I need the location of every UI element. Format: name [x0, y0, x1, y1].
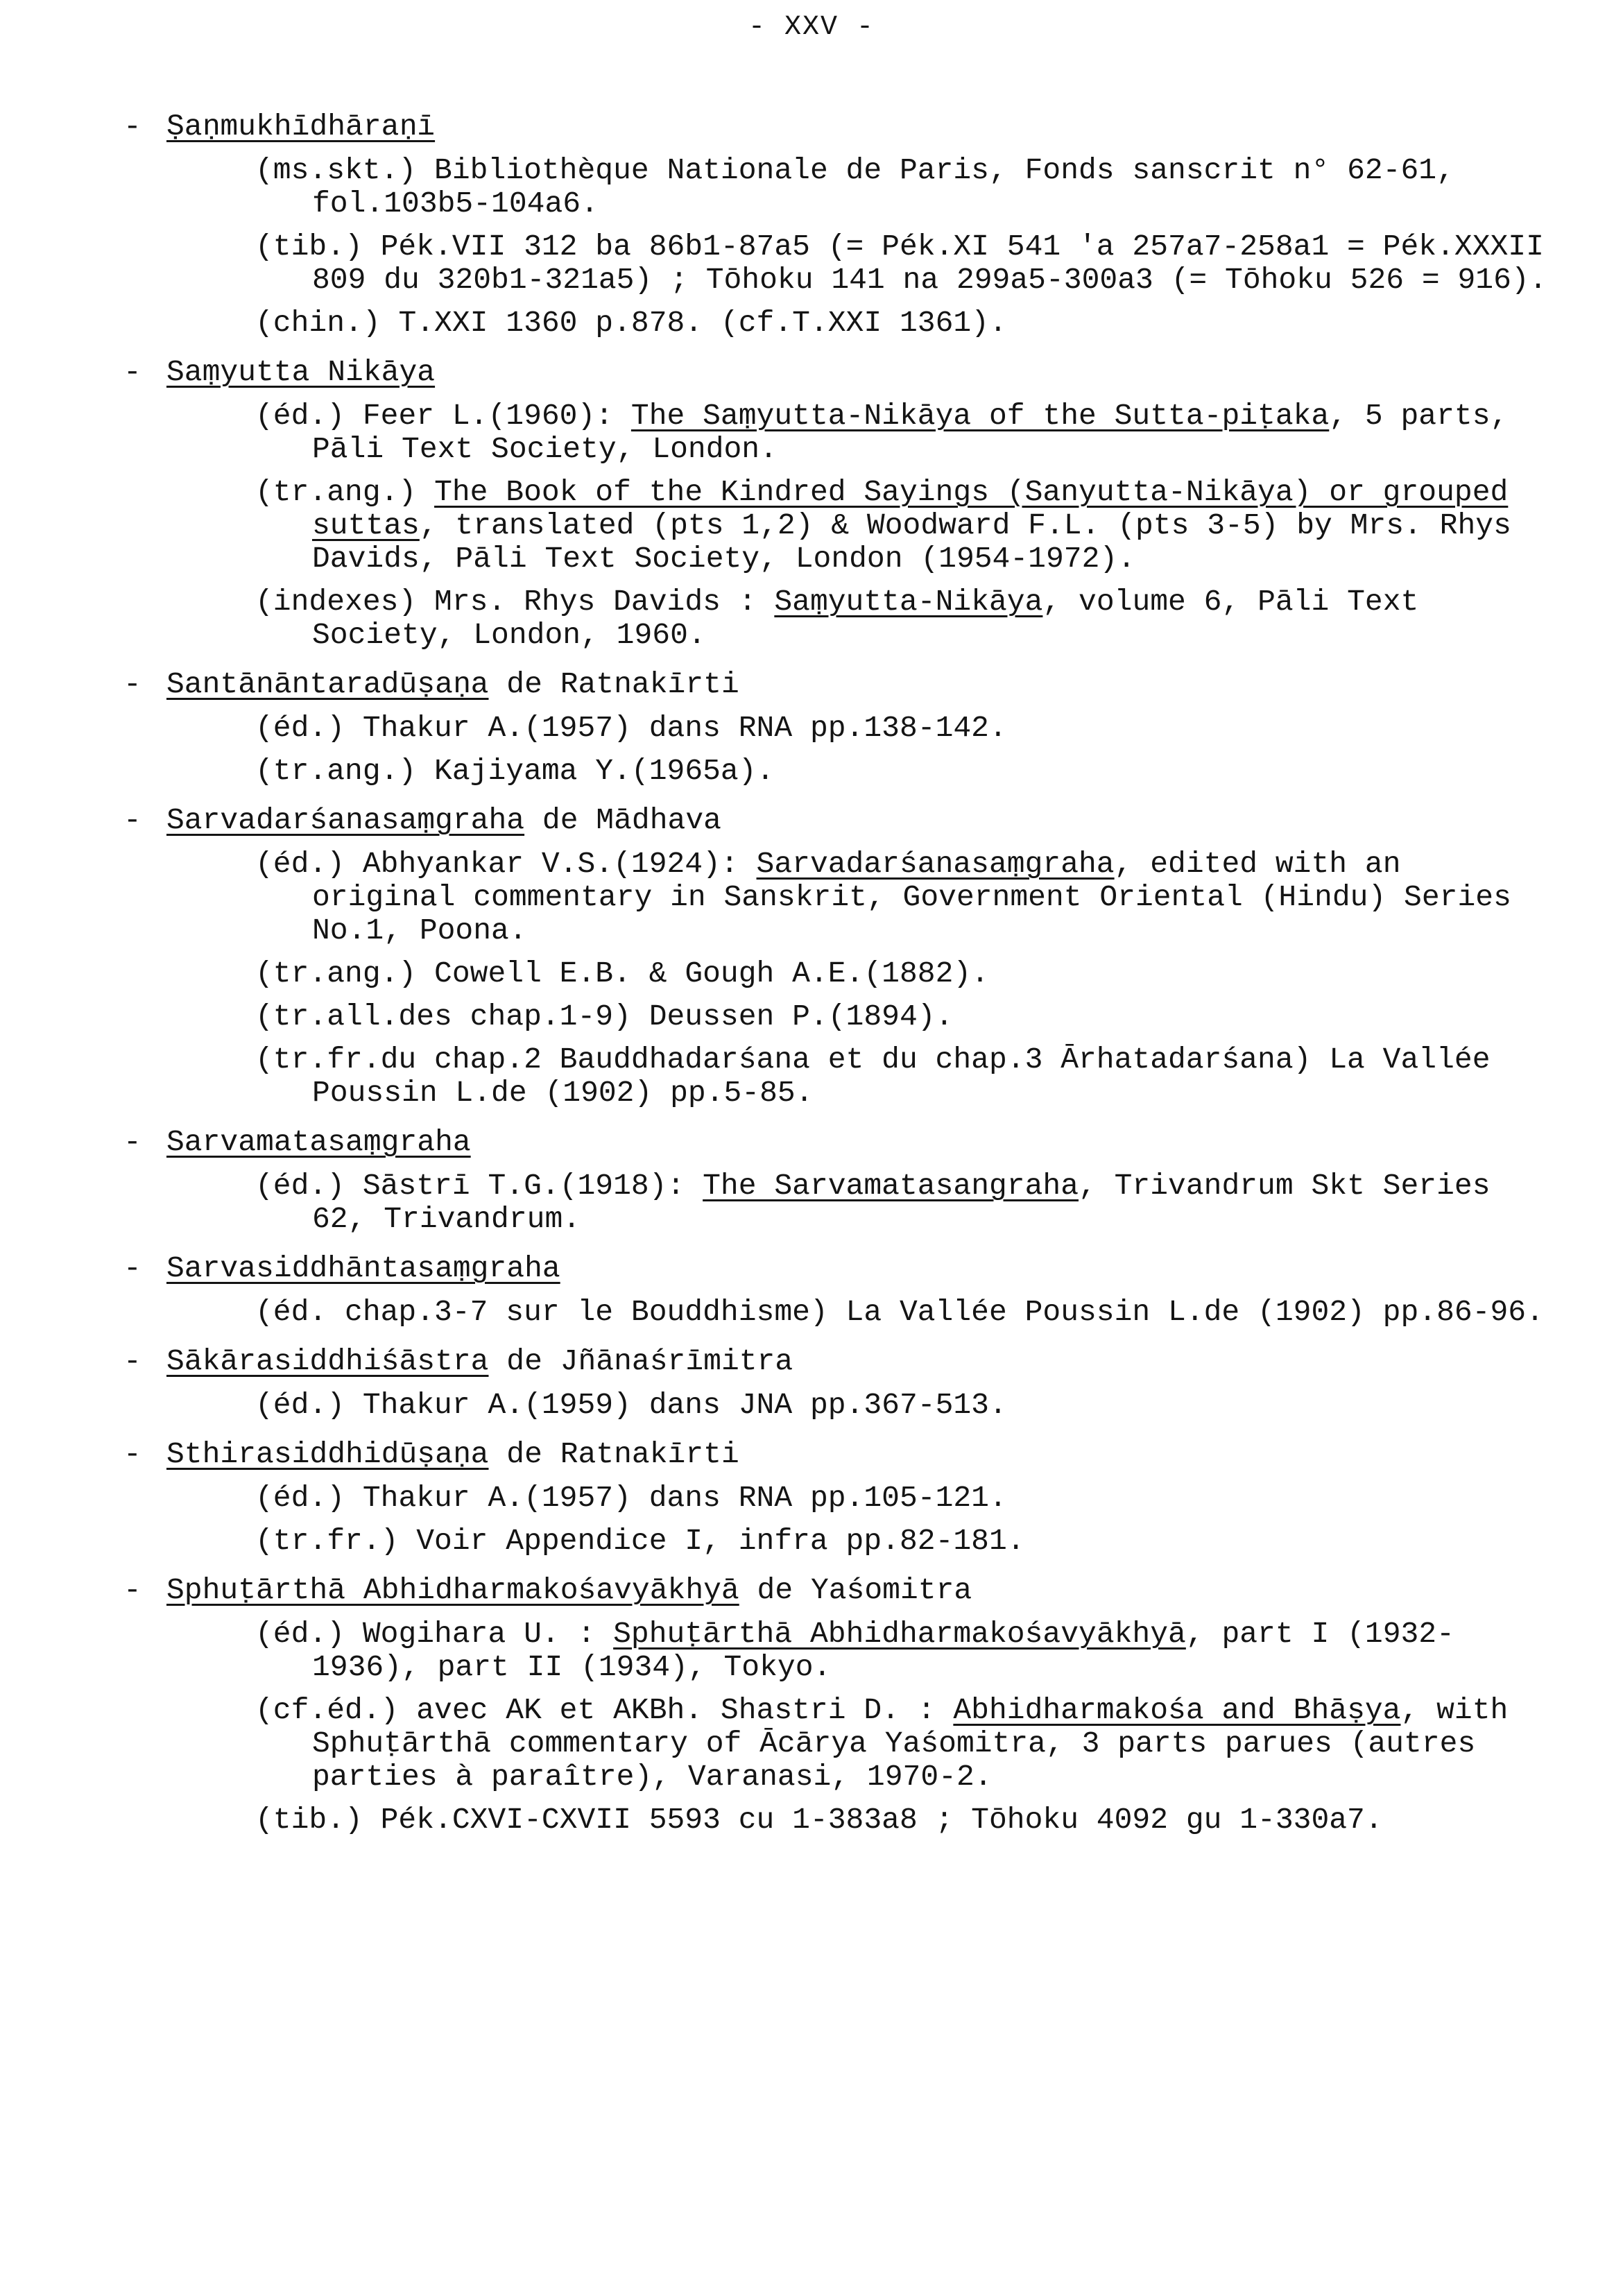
entry-dash: - — [123, 1437, 141, 1471]
entry-heading — [0, 1568, 1623, 1613]
reference-work-title: Abhidharmakośa and Bhāṣya — [953, 1693, 1401, 1727]
entry-reference — [255, 1296, 1561, 1329]
reference-text: Thakur A.(1959) dans JNA pp.367-513. — [345, 1388, 1007, 1422]
reference-text: avec AK et AKBh. Shastri D. : — [398, 1693, 954, 1727]
entry-title: Sthirasiddhidūṣaṇa — [166, 1437, 489, 1471]
reference-work-title: The Sarvamatasangraha — [703, 1169, 1079, 1203]
reference-text: Mrs. Rhys Davids : — [416, 585, 775, 619]
reference-text: Thakur A.(1957) dans RNA pp.105-121. — [345, 1481, 1007, 1515]
reference-work-title: Saṃyutta-Nikāya — [774, 585, 1043, 619]
entry-title: Sarvamatasaṃgraha — [166, 1125, 471, 1159]
entry-reference — [255, 307, 1561, 340]
entry-reference — [255, 848, 1561, 948]
entry-heading — [0, 350, 1623, 395]
reference-text: Wogihara U. : — [345, 1617, 614, 1651]
entry-dash: - — [123, 1251, 141, 1285]
reference-text-after: , part I (1932-1936), part II (1934), Tokyo. — [312, 1617, 1454, 1684]
bibliography-entry — [0, 662, 1623, 788]
entry-reference — [255, 1482, 1561, 1515]
page-number: - XXV - — [748, 12, 875, 43]
entry-heading — [0, 798, 1623, 843]
reference-text-after: , translated (pts 1,2) & Woodward F.L. (pts 3-5) by Mrs. Rhys Davids, Pāli Text Society, London (1954-1972). — [312, 508, 1511, 576]
entry-dash: - — [123, 1344, 141, 1378]
bibliography-entry — [0, 1568, 1623, 1837]
reference-text-after: , 5 parts, Pāli Text Society, London. — [312, 399, 1509, 466]
reference-label: (tr.ang.) — [255, 754, 417, 788]
reference-label: (éd.) — [255, 711, 345, 745]
reference-label: (éd.) — [255, 1481, 345, 1515]
entry-reference — [255, 230, 1561, 297]
bibliography-entry — [0, 104, 1623, 340]
entry-author: de Ratnakīrti — [488, 1437, 739, 1471]
reference-text: Kajiyama Y.(1965a). — [416, 754, 775, 788]
reference-text: T.XXI 1360 p.878. (cf.T.XXI 1361). — [380, 306, 1007, 340]
reference-label: (éd.) — [255, 1617, 345, 1651]
entry-reference — [255, 1389, 1561, 1422]
entry-dash: - — [123, 110, 141, 144]
entry-dash: - — [123, 1573, 141, 1607]
reference-text: Deussen P.(1894). — [630, 1000, 954, 1034]
reference-text: Thakur A.(1957) dans RNA pp.138-142. — [345, 711, 1007, 745]
entry-author: de Jñānaśrīmitra — [488, 1344, 793, 1378]
reference-text: Cowell E.B. & Gough A.E.(1882). — [416, 957, 989, 991]
bibliography-entry — [0, 350, 1623, 652]
bibliography-entry — [0, 1432, 1623, 1558]
bibliography-entry — [0, 798, 1623, 1110]
entry-reference — [255, 755, 1561, 788]
entry-reference — [255, 712, 1561, 745]
entry-title: Sarvasiddhāntasaṃgraha — [166, 1251, 560, 1285]
reference-text: La Vallée Poussin L.de (1902) pp.86-96. — [827, 1295, 1544, 1329]
reference-text: Bibliothèque Nationale de Paris, Fonds sanscrit n° 62-61, fol.103b5-104a6. — [312, 153, 1454, 221]
entry-reference — [255, 154, 1561, 221]
entry-reference — [255, 476, 1561, 576]
reference-work-title: Sarvadarśanasaṃgraha — [756, 847, 1115, 881]
reference-work-title: Sphuṭārthā Abhidharmakośavyākhyā — [613, 1617, 1186, 1651]
reference-label: (cf.éd.) — [255, 1693, 399, 1727]
entry-reference — [255, 1525, 1561, 1558]
entry-title: Ṣaṇmukhīdhāraṇī — [166, 110, 436, 144]
reference-text-after: , edited with an original commentary in Sanskrit, Government Oriental (Hindu) Series No.1, Poona. — [312, 847, 1511, 948]
reference-label: (éd.) — [255, 1169, 345, 1203]
entry-reference — [255, 1804, 1561, 1837]
bibliography-entry — [0, 1339, 1623, 1422]
reference-label: (tr.ang.) — [255, 957, 417, 991]
entry-dash: - — [123, 1125, 141, 1159]
entry-reference — [255, 400, 1561, 466]
entry-dash: - — [123, 355, 141, 389]
bibliography-entry — [0, 1246, 1623, 1329]
entry-dash: - — [123, 803, 141, 837]
reference-label: (ms.skt.) — [255, 153, 417, 187]
entry-reference — [255, 1618, 1561, 1684]
entry-title: Sarvadarśanasaṃgraha — [166, 803, 525, 837]
entry-dash: - — [123, 667, 141, 701]
reference-label: (éd.) — [255, 1388, 345, 1422]
entry-reference — [255, 585, 1561, 652]
reference-label: (tr.ang.) — [255, 475, 417, 509]
entry-author: de Mādhava — [524, 803, 721, 837]
reference-work-title: The Book of the Kindred Sayings (Sanyutta-Nikāya) or grouped suttas — [312, 475, 1509, 542]
reference-label: (éd. chap.3-7 sur le Bouddhisme) — [255, 1295, 828, 1329]
bibliography-entry — [0, 1120, 1623, 1236]
reference-label: (tib.) — [255, 230, 363, 264]
entry-author: de Ratnakīrti — [488, 667, 739, 701]
entry-title: Santānāntaradūṣaṇa — [166, 667, 489, 701]
reference-label: (tib.) — [255, 1803, 363, 1837]
entry-heading — [0, 1432, 1623, 1477]
entry-author: de Yaśomitra — [739, 1573, 972, 1607]
reference-text: Abhyankar V.S.(1924): — [345, 847, 757, 881]
reference-label: (tr.fr.) — [255, 1524, 399, 1558]
reference-text-after: , volume 6, Pāli Text Society, London, 1960. — [312, 585, 1419, 652]
entry-reference — [255, 1000, 1561, 1034]
entry-heading — [0, 1246, 1623, 1292]
reference-label: (chin.) — [255, 306, 381, 340]
reference-label: (tr.all.des chap.1-9) — [255, 1000, 631, 1034]
reference-label: (tr.fr.du chap.2 Bauddhadarśana et du chap.3 Ārhatadarśana) — [255, 1043, 1312, 1077]
reference-text — [416, 475, 434, 509]
bibliography-list — [0, 104, 1623, 1847]
entry-reference — [255, 1043, 1561, 1110]
entry-title: Saṃyutta Nikāya — [166, 355, 436, 389]
reference-label: (indexes) — [255, 585, 417, 619]
reference-label: (éd.) — [255, 847, 345, 881]
reference-text: La Vallée Poussin L.de (1902) pp.5-85. — [312, 1043, 1491, 1110]
entry-heading — [0, 1339, 1623, 1385]
reference-text: Feer L.(1960): — [345, 399, 631, 433]
reference-text: Voir Appendice I, infra pp.82-181. — [398, 1524, 1025, 1558]
entry-heading — [0, 662, 1623, 708]
entry-reference — [255, 1694, 1561, 1794]
entry-heading — [0, 104, 1623, 150]
reference-label: (éd.) — [255, 399, 345, 433]
entry-heading — [0, 1120, 1623, 1165]
reference-text: Pék.VII 312 ba 86b1-87a5 (= Pék.XI 541 'a 257a7-258a1 = Pék.XXXII 809 du 320b1-321a5) ; Tōhoku 141 na 299a5-300a3 (= Tōhoku 526 = 916). — [312, 230, 1547, 297]
entry-reference — [255, 957, 1561, 991]
reference-text-after: , Trivandrum Skt Series 62, Trivandrum. — [312, 1169, 1491, 1236]
reference-text: Sāstrī T.G.(1918): — [345, 1169, 703, 1203]
reference-text-after: , with Sphuṭārthā commentary of Ācārya Yaśomitra, 3 parts parues (autres parties à paraître), Varanasi, 1970-2. — [312, 1693, 1509, 1794]
entry-title: Sākārasiddhiśāstra — [166, 1344, 489, 1378]
reference-text: Pék.CXVI-CXVII 5593 cu 1-383a8 ; Tōhoku 4092 gu 1-330a7. — [362, 1803, 1383, 1837]
entry-title: Sphuṭārthā Abhidharmakośavyākhyā — [166, 1573, 739, 1607]
reference-work-title: The Saṃyutta-Nikāya of the Sutta-piṭaka — [630, 399, 1330, 433]
entry-reference — [255, 1170, 1561, 1236]
